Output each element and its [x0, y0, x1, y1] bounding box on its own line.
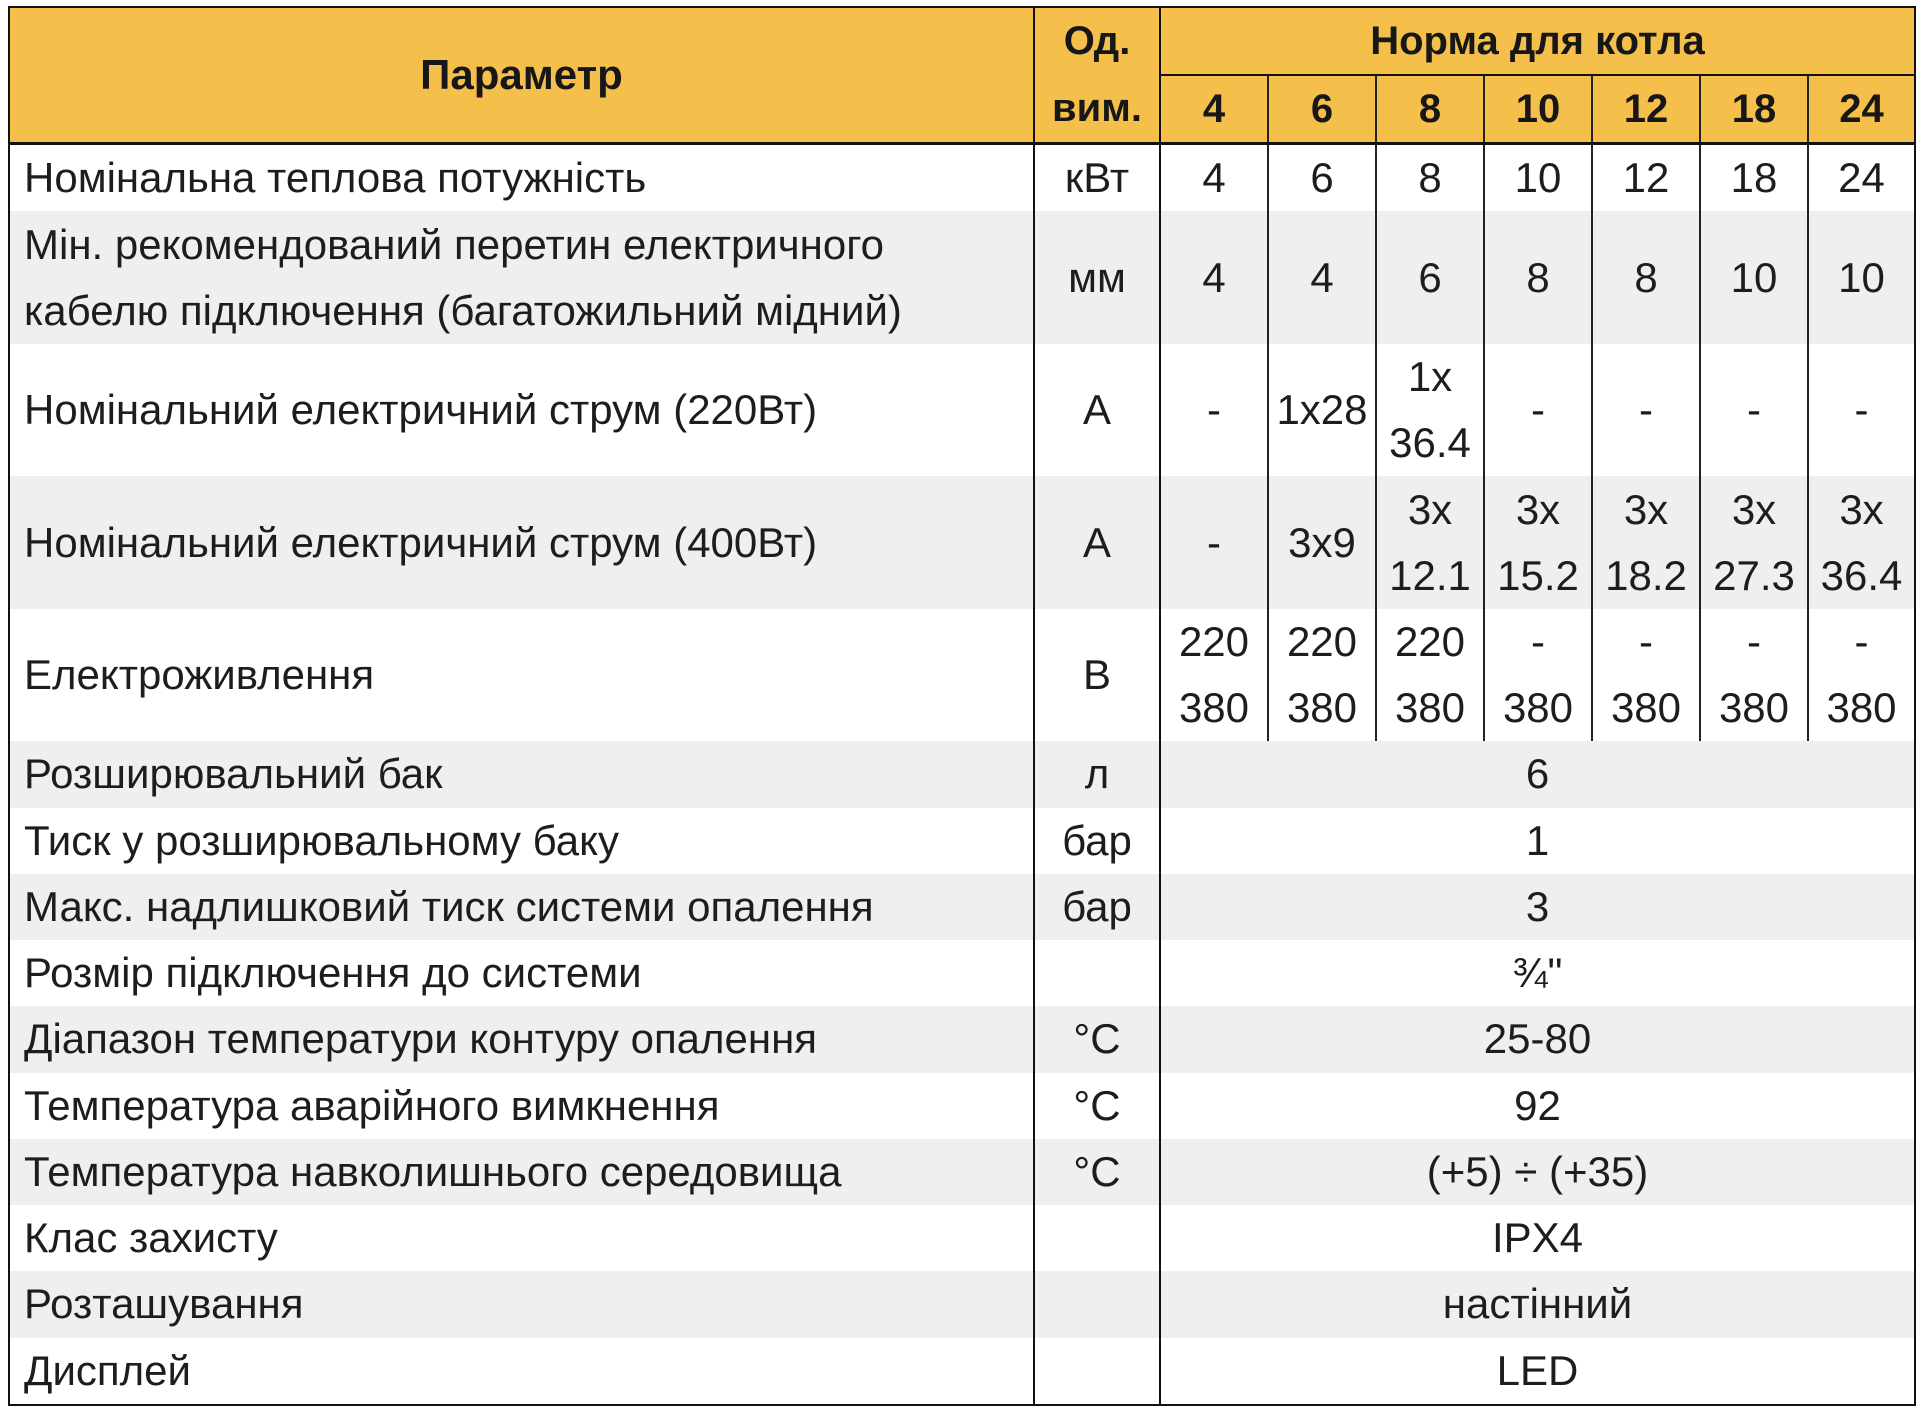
merged-value-cell: 3: [1160, 874, 1915, 940]
specifications-table: [8, 6, 1916, 1406]
merged-value-cell: LED: [1160, 1338, 1915, 1405]
value-line: 8: [1634, 253, 1658, 301]
row-unit: °С: [1034, 1139, 1160, 1205]
row-unit: мм: [1034, 211, 1160, 344]
table-row: [9, 609, 1915, 742]
row-parameter: [9, 211, 1034, 344]
value-line: 24: [1838, 154, 1885, 202]
row-unit: [1034, 940, 1160, 1006]
row-parameter: Розширювальний бак: [9, 741, 1034, 807]
value-cell-model-2: [1268, 211, 1376, 344]
table-row: [9, 1205, 1915, 1271]
table-row: [9, 211, 1915, 344]
value-cell-model-5: [1592, 609, 1700, 742]
merged-value-cell: (+5) ÷ (+35): [1160, 1139, 1915, 1205]
value-line: -: [1531, 386, 1545, 434]
table-row: [9, 741, 1915, 807]
value-cell-model-1: [1160, 144, 1268, 212]
value-line: -: [1531, 618, 1545, 666]
value-line: 12: [1622, 154, 1670, 202]
value-line: 380: [1826, 684, 1897, 732]
parameter-line: Мін. рекомендований перетин електричного: [24, 220, 884, 268]
header-unit-line2: вим.: [1034, 75, 1160, 144]
row-unit: А: [1034, 344, 1160, 477]
value-line: 380: [1610, 684, 1682, 732]
value-line: 6: [1310, 154, 1334, 202]
value-line: 8: [1526, 253, 1550, 301]
value-line: 36.4: [1820, 551, 1903, 599]
value-cell-model-2: [1268, 144, 1376, 212]
row-unit: [1034, 1205, 1160, 1271]
row-unit: °С: [1034, 1006, 1160, 1072]
row-parameter: Температура аварійного вимкнення: [9, 1073, 1034, 1139]
value-line: 1x28: [1276, 386, 1368, 434]
value-line: 380: [1394, 684, 1466, 732]
header-model-6: 18: [1700, 75, 1808, 144]
row-parameter: Дисплей: [9, 1338, 1034, 1405]
row-unit: [1034, 1338, 1160, 1405]
value-cell-model-7: [1808, 144, 1915, 212]
table-row: [9, 940, 1915, 1006]
parameter-line: Номінальна теплова потужність: [24, 154, 647, 202]
value-cell-model-7: [1808, 344, 1915, 477]
value-cell-model-4: [1484, 344, 1592, 477]
value-line: 4: [1202, 253, 1226, 301]
value-cell-model-5: [1592, 211, 1700, 344]
header-model-7: 24: [1808, 75, 1915, 144]
value-cell-model-3: [1376, 344, 1484, 477]
value-line: 8: [1418, 154, 1442, 202]
value-line: 3x: [1407, 485, 1453, 533]
value-line: -: [1747, 618, 1761, 666]
table-row: [9, 1006, 1915, 1072]
table-row: [9, 874, 1915, 940]
row-parameter: Розташування: [9, 1271, 1034, 1337]
value-line: -: [1639, 386, 1653, 434]
merged-value-cell: настінний: [1160, 1271, 1915, 1337]
value-line: -: [1639, 618, 1653, 666]
row-unit: бар: [1034, 808, 1160, 874]
value-line: 3x: [1839, 485, 1884, 533]
parameter-line: Номінальний електричний струм (220Вт): [24, 386, 818, 434]
value-line: 18: [1730, 154, 1778, 202]
value-cell-model-4: [1484, 211, 1592, 344]
merged-value-cell: 92: [1160, 1073, 1915, 1139]
row-unit: В: [1034, 609, 1160, 742]
value-cell-model-2: [1268, 344, 1376, 477]
row-parameter: Тиск у розширювальному баку: [9, 808, 1034, 874]
row-parameter: Клас захисту: [9, 1205, 1034, 1271]
value-line: 220: [1178, 618, 1250, 666]
row-parameter: [9, 609, 1034, 742]
value-line: 12.1: [1389, 551, 1471, 599]
value-line: 10: [1838, 253, 1885, 301]
value-cell-model-1: [1160, 476, 1268, 609]
value-line: -: [1854, 386, 1869, 434]
header-model-1: 4: [1160, 75, 1268, 144]
header-parameter: Параметр: [9, 7, 1034, 144]
merged-value-cell: IPX4: [1160, 1205, 1915, 1271]
table-row: [9, 476, 1915, 609]
value-line: -: [1747, 386, 1761, 434]
value-line: 10: [1730, 253, 1778, 301]
merged-value-cell: 6: [1160, 741, 1915, 807]
value-cell-model-1: [1160, 211, 1268, 344]
value-cell-model-5: [1592, 144, 1700, 212]
value-cell-model-2: [1268, 609, 1376, 742]
value-cell-model-6: [1700, 476, 1808, 609]
row-parameter: [9, 344, 1034, 477]
value-cell-model-5: [1592, 476, 1700, 609]
table-row: [9, 344, 1915, 477]
row-parameter: [9, 476, 1034, 609]
value-cell-model-1: [1160, 609, 1268, 742]
value-cell-model-4: [1484, 476, 1592, 609]
value-line: 3x: [1623, 485, 1669, 533]
value-cell-model-3: [1376, 609, 1484, 742]
row-unit: А: [1034, 476, 1160, 609]
value-line: 10: [1514, 154, 1562, 202]
value-line: 220: [1394, 618, 1466, 666]
header-model-4: 10: [1484, 75, 1592, 144]
value-line: 380: [1286, 684, 1358, 732]
value-line: 3x9: [1288, 518, 1356, 566]
value-line: 4: [1202, 154, 1226, 202]
value-cell-model-7: [1808, 476, 1915, 609]
parameter-line: Номінальний електричний струм (400Вт): [24, 518, 818, 566]
value-cell-model-3: [1376, 144, 1484, 212]
row-unit: л: [1034, 741, 1160, 807]
value-cell-model-5: [1592, 344, 1700, 477]
value-cell-model-2: [1268, 476, 1376, 609]
value-cell-model-3: [1376, 211, 1484, 344]
value-line: 18.2: [1605, 551, 1687, 599]
value-cell-model-4: [1484, 144, 1592, 212]
header-norm-for-boiler: Норма для котла: [1160, 7, 1915, 75]
value-line: 380: [1718, 684, 1790, 732]
header-model-2: 6: [1268, 75, 1376, 144]
row-parameter: Розмір підключення до системи: [9, 940, 1034, 1006]
row-parameter: Макс. надлишковий тиск системи опалення: [9, 874, 1034, 940]
merged-value-cell: ¾": [1160, 940, 1915, 1006]
value-cell-model-4: [1484, 609, 1592, 742]
value-cell-model-7: [1808, 609, 1915, 742]
table-row: [9, 1271, 1915, 1337]
row-unit: [1034, 1271, 1160, 1337]
value-line: 27.3: [1713, 551, 1795, 599]
table-row: [9, 808, 1915, 874]
value-cell-model-6: [1700, 144, 1808, 212]
value-line: -: [1207, 518, 1221, 566]
value-cell-model-7: [1808, 211, 1915, 344]
value-line: -: [1854, 618, 1869, 666]
row-unit: кВт: [1034, 144, 1160, 212]
value-line: 1x: [1407, 353, 1453, 401]
value-line: 15.2: [1497, 551, 1579, 599]
table-row: [9, 1073, 1915, 1139]
value-line: 36.4: [1389, 419, 1471, 467]
value-cell-model-6: [1700, 211, 1808, 344]
row-parameter: Діапазон температури контуру опалення: [9, 1006, 1034, 1072]
header-model-3: 8: [1376, 75, 1484, 144]
value-cell-model-6: [1700, 344, 1808, 477]
table-row: [9, 144, 1915, 212]
row-unit: °С: [1034, 1073, 1160, 1139]
header-unit-line1: Од.: [1034, 7, 1160, 75]
value-cell-model-1: [1160, 344, 1268, 477]
value-line: 3x: [1731, 485, 1777, 533]
merged-value-cell: 1: [1160, 808, 1915, 874]
merged-value-cell: 25-80: [1160, 1006, 1915, 1072]
parameter-line: Електроживлення: [24, 651, 375, 699]
parameter-line: кабелю підключення (багатожильний мідний): [24, 286, 902, 334]
value-line: -: [1207, 386, 1221, 434]
header-model-5: 12: [1592, 75, 1700, 144]
value-line: 380: [1502, 684, 1574, 732]
table-row: [9, 1338, 1915, 1405]
row-parameter: [9, 144, 1034, 212]
row-parameter: Температура навколишнього середовища: [9, 1139, 1034, 1205]
value-line: 4: [1310, 253, 1334, 301]
value-cell-model-3: [1376, 476, 1484, 609]
row-unit: бар: [1034, 874, 1160, 940]
value-line: 6: [1418, 253, 1442, 301]
value-line: 220: [1286, 618, 1358, 666]
value-line: 380: [1178, 684, 1250, 732]
table-row: [9, 1139, 1915, 1205]
value-line: 3x: [1515, 485, 1561, 533]
value-cell-model-6: [1700, 609, 1808, 742]
